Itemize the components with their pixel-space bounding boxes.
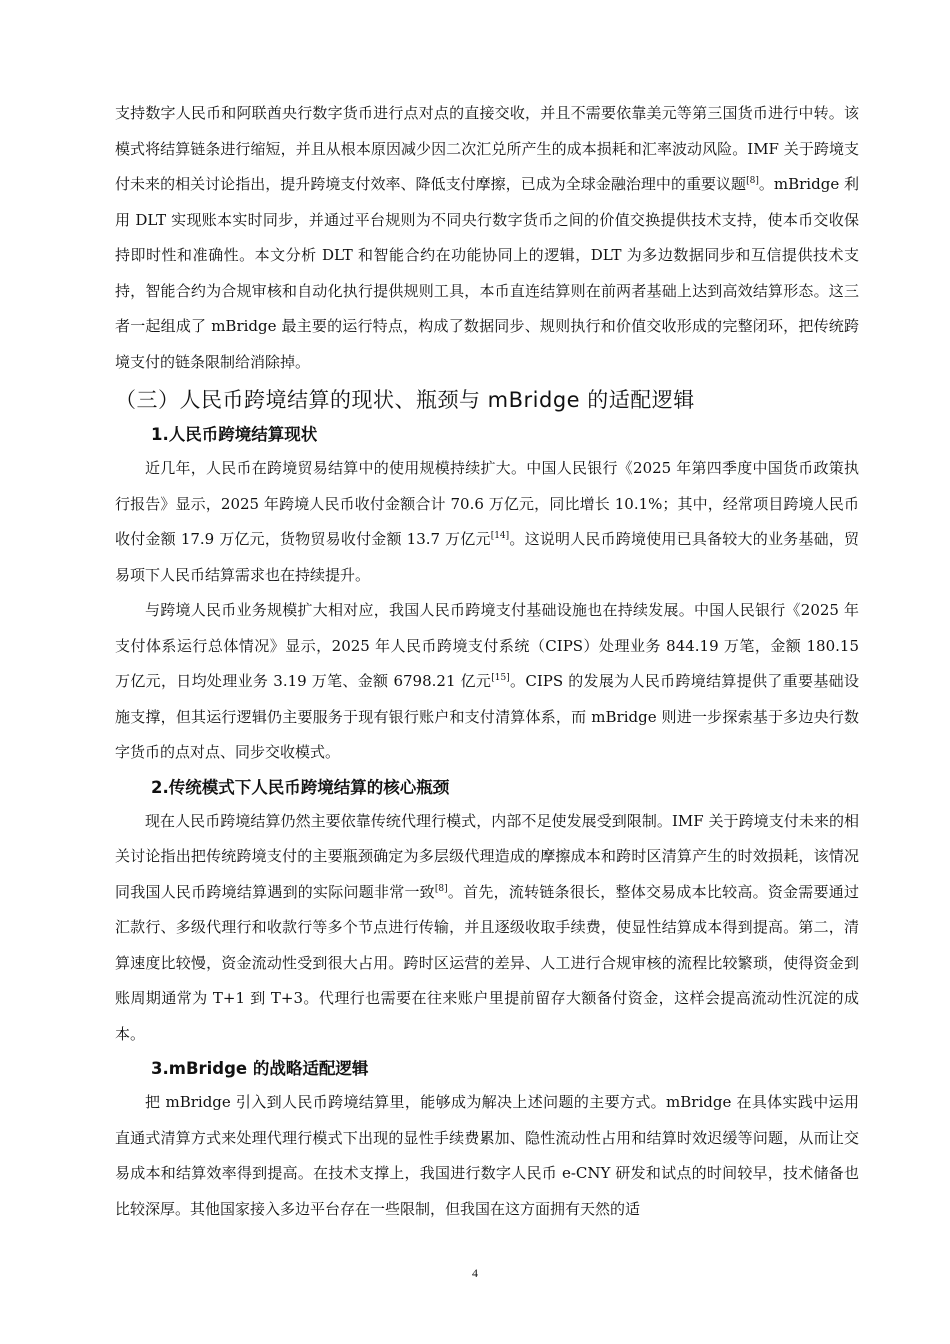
paragraph-3 (115, 593, 859, 771)
citation-14: [14] (490, 531, 510, 541)
subheading-2: 2.传统模式下人民币跨境结算的核心瓶颈 (151, 777, 450, 797)
citation-8: [8] (746, 176, 759, 186)
paragraph-4 (115, 804, 859, 1053)
paragraph-2-text: 近几年，人民币在跨境贸易结算中的使用规模持续扩大。中国人民银行《2025 年第四季度中国货币政策执行报告》显示，2025 年跨境人民币收付金额合计 70.6 万亿元，同比增长 10.1%；其中，经常项目跨境人民币收付金额 17.9 万亿元，货物贸易收付金额 13.7 万亿元 (115, 459, 859, 548)
paragraph-1-text: 支持数字人民币和阿联酋央行数字货币进行点对点的直接交收，并且不需要依靠美元等第三国货币进行中转。该模式将结算链条进行缩短，并且从根本原因减少因二次汇兑所产生的成本损耗和汇率波动风险。IMF 关于跨境支付未来的相关讨论指出，提升跨境支付效率、降低支付摩擦，已成为全球金融治理中的重要议题 (115, 104, 859, 193)
paragraph-2-tail: 。这说明人民币跨境使用已具备较大的业务基础，贸易项下人民币结算需求也在持续提升。 (115, 530, 859, 584)
subheading-1: 1.人民币跨境结算现状 (151, 425, 318, 444)
page-body (115, 96, 859, 1227)
paragraph-1 (115, 96, 859, 380)
paragraph-2 (115, 451, 859, 593)
paragraph-3-tail: 。CIPS 的发展为人民币跨境结算提供了重要基础设施支撑，但其运行逻辑仍主要服务于现有银行账户和支付清算体系，而 mBridge 则进一步探索基于多边央行数字货币的点对点、同步交收模式。 (115, 672, 859, 761)
citation-8-second: [8] (434, 883, 448, 894)
paragraph-4-tail: 。首先，流转链条很长，整体交易成本比较高。资金需要通过汇款行、多级代理行和收款行等多个节点进行传输，并且逐级收取手续费，使显性结算成本得到提高。第二，清算速度比较慢，资金流动性受到很大占用。跨时区运营的差异、人工进行合规审核的流程比较繁琐，使得资金到账周期通常为 T+1 到 T+3。代理行也需要在往来账户里提前留存大额备付资金，这样会提高流动性沉淀的成本。 (115, 882, 859, 1043)
paragraph-1-tail: 。mBridge 利用 DLT 实现账本实时同步，并通过平台规则为不同央行数字货币之间的价值交换提供技术支持，使本币交收保持即时性和准确性。本文分析 DLT 和智能合约在功能协同上的逻辑，DLT 为多边数据同步和互信提供技术支持，智能合约为合规审核和自动化执行提供规则工具，本币直连结算则在前两者基础上达到高效结算形态。这三者一起组成了 mBridge 最主要的运行特点，构成了数据同步、规则执行和价值交收形成的完整闭环，把传统跨境支付的链条限制给消除掉。 (115, 175, 859, 371)
paragraph-5-text: 把 mBridge 引入到人民币跨境结算里，能够成为解决上述问题的主要方式。mBridge 在具体实践中运用直通式清算方式来处理代理行模式下出现的显性手续费累加、隐性流动性占用和结算时效迟缓等问题，从而让交易成本和结算效率得到提高。在技术支撑上，我国进行数字人民币 e-CNY 研发和试点的时间较早，技术储备也比较深厚。其他国家接入多边平台存在一些限制，但我国在这方面拥有天然的适 (115, 1093, 859, 1218)
paragraph-4-text: 现在人民币跨境结算仍然主要依靠传统代理行模式，内部不足使发展受到限制。IMF 关于跨境支付未来的相关讨论指出把传统跨境支付的主要瓶颈确定为多层级代理造成的摩擦成本和跨时区清算产生的时效损耗，该情况同我国人民币跨境结算遇到的实际问题非常一致 (115, 811, 859, 901)
citation-15: [15] (491, 673, 510, 683)
page-number: 4 (472, 1266, 478, 1280)
subheading-3: 3.mBridge 的战略适配逻辑 (151, 1059, 369, 1078)
paragraph-3-text: 与跨境人民币业务规模扩大相对应，我国人民币跨境支付基础设施也在持续发展。中国人民银行《2025 年支付体系运行总体情况》显示，2025 年人民币跨境支付系统（CIPS）处理业务 844.19 万笔，金额 180.15 万亿元，日均处理业务 3.19 万笔、金额 6798.21 亿元 (115, 601, 859, 690)
paragraph-5 (115, 1085, 859, 1227)
section-heading-3: （三）人民币跨境结算的现状、瓶颈与 mBridge 的适配逻辑 (115, 388, 695, 412)
